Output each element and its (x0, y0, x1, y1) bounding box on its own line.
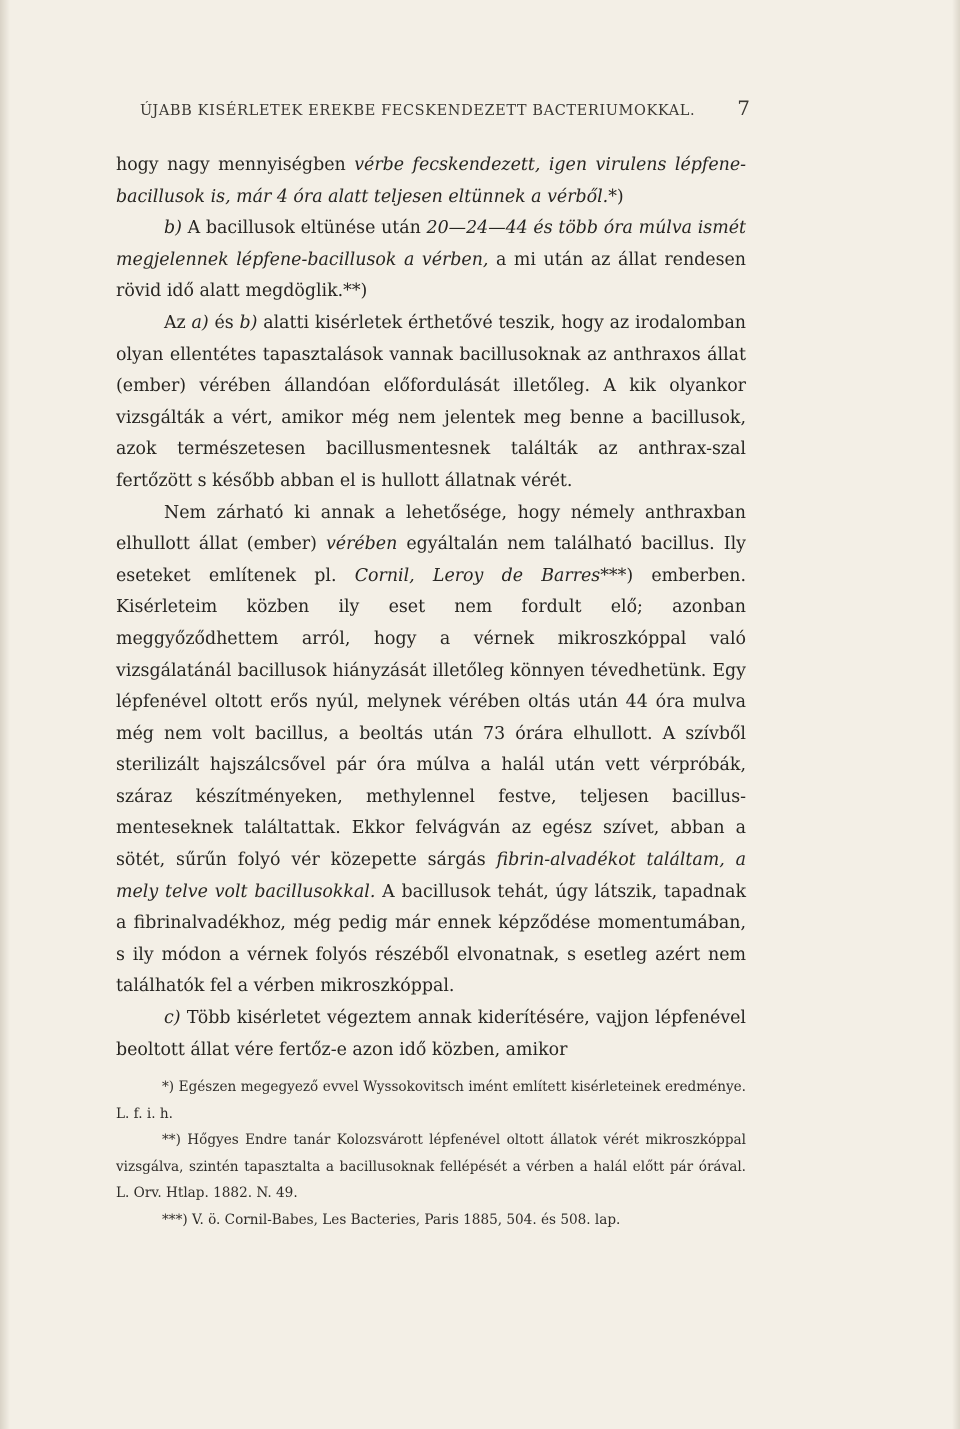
italic-run: 20—24—44 és több óra múlva ismét megjelennek lépfene-bacillusok a vérben, (116, 218, 746, 270)
paragraph (116, 498, 746, 1004)
italic-run: vérében (325, 534, 398, 555)
text-run: egyáltalán nem található bacillus. Ily eseteket említenek pl. (116, 534, 746, 586)
body-text (116, 150, 746, 1066)
text-run: alatti kisérletek érthetővé teszik, hogy az irodalomban olyan ellentétes tapasztalások vannak bacillusoknak az anthraxos állat (ember) vérében állandóan előfordulását illetőleg. A kik olyankor vizsgálták a vért, amikor még nem jelentek meg benne a bacillusok, azok természetesen bacillusmentesnek találták az anthrax-szal fertőzött s később abban el is hullott állatnak vérét. (116, 312, 747, 491)
text-run: A bacillusok tehát, úgy látszik, tapadnak a fibrinalvadékhoz, még pedig már ennek képződése momentumában, s ily módon a vérnek folyós részéből elvonatnak, s esetleg azért nem találhatók fel a vérben mikroszkóppal. (116, 881, 746, 997)
footnote: **) Hőgyes Endre tanár Kolozsvárott lépfenével oltott állatok vérét mikroszkóppal vizsgálva, szintén tapasztalta a bacillusoknak fellépését a vérben a halál előtt pár órával. L. Orv. Htlap. 1882. N. 49. (116, 1132, 746, 1201)
text-run: és (208, 312, 240, 333)
paragraph (116, 308, 746, 498)
page-edge-left (0, 0, 10, 1429)
text-run: A bacillusok eltünése után (181, 218, 427, 239)
paragraph (116, 150, 746, 213)
italic-run: vérbe fecskendezett, igen virulens lépfene-bacillusok is, már 4 óra alatt teljesen eltünnek a vérből. (116, 155, 747, 207)
paragraph (116, 213, 746, 308)
paragraph (116, 1003, 746, 1066)
text-run: hogy nagy mennyiségben (116, 155, 355, 175)
text-run: Több kisérletet végeztem annak kiderítésére, vajjon lépfenével beoltott állat vére fertőz-e azon idő közben, amikor (116, 1008, 746, 1060)
italic-run: fibrin-alvadékot találtam, a mely telve volt bacillusokkal. (116, 850, 746, 902)
text-run: *) (608, 186, 624, 207)
text-run: ***) emberben. Kisérleteim közben ily eset nem fordult elő; azonban meggyőződhettem arról, hogy a vérnek mikroszkóppal való vizsgálatánál bacillusok hiányzását illetőleg könnyen tévedhetünk. Egy lépfenével oltott erős nyúl, melynek vérében oltás után 44 óra mulva még nem volt bacillus, a beoltás után 73 órára elhullott. A szívből sterilizált hajszálcsővel pár óra múlva a halál után vett vérpróbák, száraz készítményeken, methylennel festve, teljesen bacillus-menteseknek találtattak. Ekkor felvágván az egész szívet, abban a sötét, sűrűn folyó vér közepette sárgás (116, 565, 747, 871)
page-number: 7 (737, 96, 750, 120)
text-run: Az (164, 312, 192, 333)
text-run: Nem zárható ki annak a lehetősége, hogy némely anthraxban elhullott állat (ember) (116, 502, 746, 555)
footnote: *) Egészen megegyező evvel Wyssokovitsch imént említett kisérleteinek eredménye. L. f. i. h. (116, 1079, 746, 1122)
footnote: ***) V. ö. Cornil-Babes, Les Bacteries, Paris 1885, 504. és 508. lap. (162, 1211, 621, 1228)
text-run: a mi után az állat rendesen rövid idő alatt megdöglik.**) (116, 249, 747, 302)
italic-run: Cornil, Leroy de Barres (354, 565, 601, 586)
italic-run: b) (239, 312, 258, 333)
page-edge-right (952, 0, 960, 1429)
italic-run: c) (164, 1008, 181, 1029)
italic-run: a) (191, 312, 209, 333)
running-header (140, 96, 750, 120)
italic-run: b) (164, 218, 182, 239)
footnotes (116, 1074, 746, 1233)
running-title: ÚJABB KISÉRLETEK EREKBE FECSKENDEZETT BACTERIUMOKKAL. (140, 103, 696, 119)
